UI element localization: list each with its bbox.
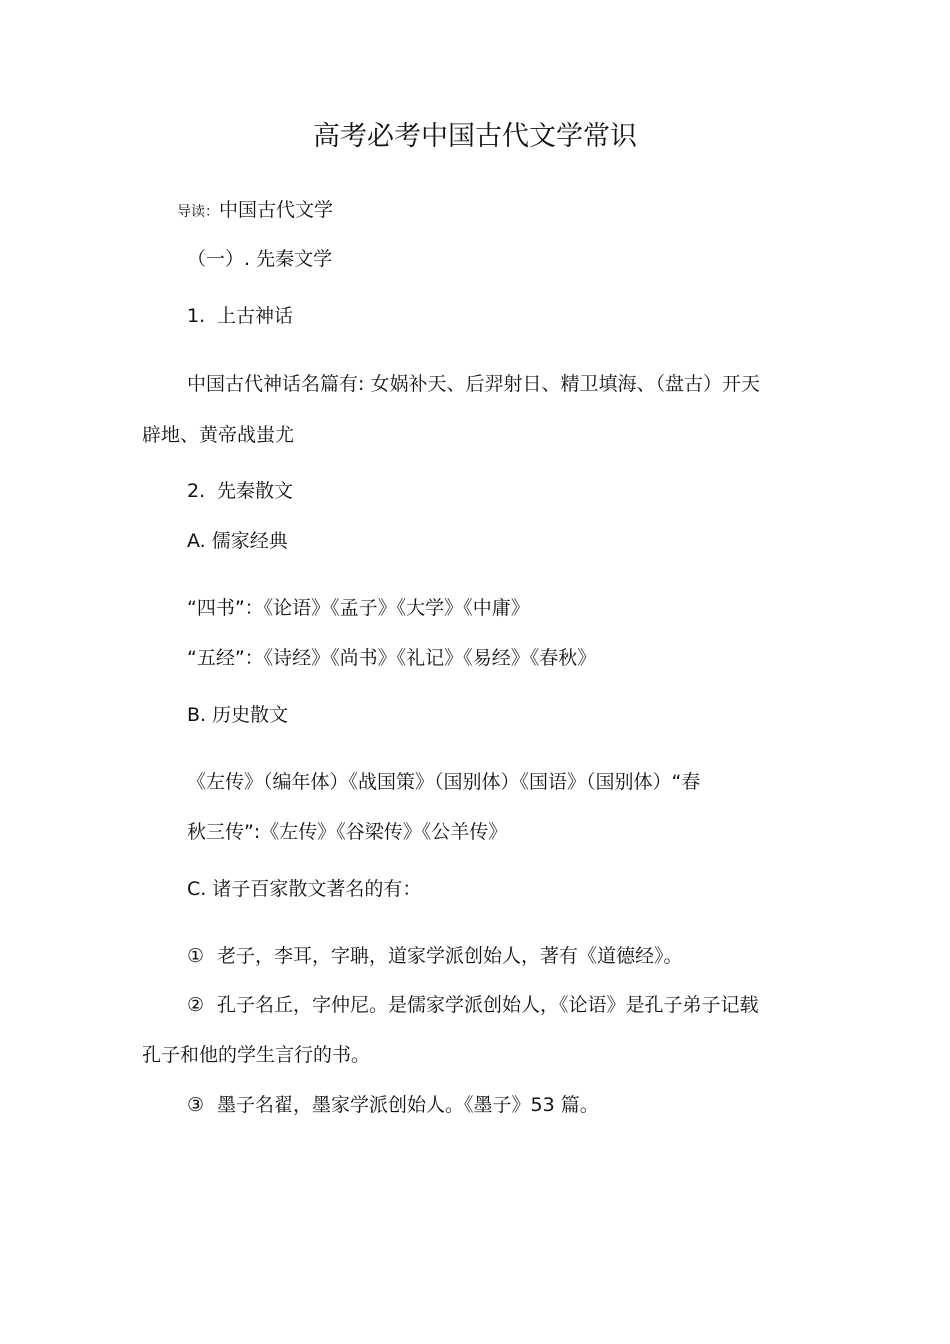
item-2-text: 先秦散文 [217, 480, 294, 502]
sishu-line: “四书”：《论语》《孟子》《大学》《中庸》 [187, 597, 530, 619]
list-item-text: 孔子名丘，字仲尼。是儒家学派创始人，《论语》是孔子弟子记载 [217, 994, 759, 1016]
list-item [187, 993, 759, 1017]
subheading-c: C. 诸子百家散文著名的有： [187, 878, 422, 900]
list-item-continuation: 孔子和他的学生言行的书。 [142, 1044, 371, 1066]
list-item-marker: ③ [187, 1094, 205, 1116]
subheading-b: B. 历史散文 [187, 704, 289, 726]
list-item-marker: ② [187, 994, 205, 1016]
list-item [187, 944, 683, 968]
section-heading-pre-qin: （一）. 先秦文学 [187, 248, 333, 270]
item-1-text: 上古神话 [217, 305, 294, 327]
myth-paragraph-line-2: 辟地、黄帝战蚩尤 [142, 424, 295, 446]
list-item-text: 墨子名翟，墨家学派创始人。《墨子》53 篇。 [217, 1094, 599, 1116]
list-item-marker: ① [187, 945, 205, 967]
item-1-heading [187, 304, 293, 328]
item-1-number: 1. [187, 305, 206, 327]
list-item-text: 老子，李耳，字聃，道家学派创始人，著有《道德经》。 [217, 945, 683, 967]
history-line-1: 《左传》（编年体）《战国策》（国别体）《国语》（国别体）“春 [187, 771, 701, 793]
myth-paragraph-line-1: 中国古代神话名篇有: 女娲补天、后羿射日、精卫填海、（盘古）开天 [187, 373, 760, 395]
history-line-2: 秋三传”:《左传》《谷梁传》《公羊传》 [187, 821, 508, 843]
subheading-a: A. 儒家经典 [187, 530, 288, 552]
item-2-heading [187, 479, 293, 503]
guide-label: 导读： [177, 204, 219, 220]
document-title: 高考必考中国古代文学常识 [313, 121, 637, 152]
guide-text: 中国古代文学 [219, 199, 334, 221]
list-item [187, 1093, 599, 1117]
wujing-line: “五经”：《诗经》《尚书》《礼记》《易经》《春秋》 [187, 647, 597, 669]
guide-line [177, 198, 333, 224]
item-2-number: 2. [187, 480, 206, 502]
